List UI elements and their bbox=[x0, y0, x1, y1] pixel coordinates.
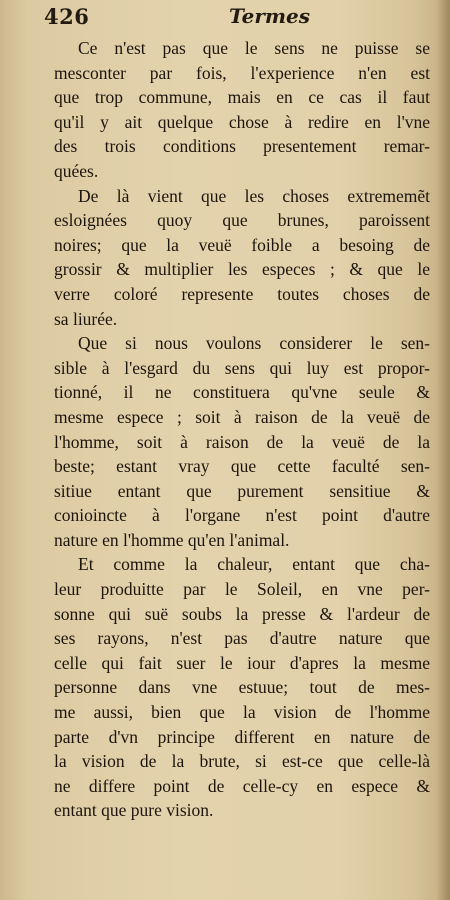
body-text bbox=[54, 36, 430, 823]
text-line: nature en l'homme qu'en l'animal. bbox=[54, 529, 290, 550]
text-line: ne differe point de celle-cy en espece & bbox=[54, 775, 430, 796]
text-line: De là vient que les choses extrememẽt bbox=[78, 185, 430, 206]
text-line: celle qui fait suer le iour d'apres la mesme bbox=[54, 652, 430, 673]
text-line: mesconter par fois, l'experience n'en est bbox=[54, 62, 430, 83]
text-line: Que si nous voulons considerer le sen- bbox=[78, 333, 430, 354]
text-line: beste; estant vray que cette faculté sen- bbox=[54, 456, 430, 477]
text-line: verre coloré represente toutes choses de bbox=[54, 283, 430, 304]
running-head: Termes bbox=[229, 4, 310, 28]
page-number: 426 bbox=[44, 4, 90, 29]
text-line: esloignées quoy que brunes, paroissent bbox=[54, 210, 430, 231]
text-line: tionné, il ne constituera qu'vne seule & bbox=[54, 382, 430, 403]
text-line: personne dans vne estuue; tout de mes- bbox=[54, 677, 430, 698]
text-line: conioincte à l'organe n'est point d'autre bbox=[54, 505, 430, 526]
text-line: entant que pure vision. bbox=[54, 800, 214, 821]
text-line: l'homme, soit à raison de la veuë de la bbox=[54, 431, 430, 452]
text-line: Et comme la chaleur, entant que cha- bbox=[78, 554, 430, 575]
text-line: qu'il y ait quelque chose à redire en l'vne bbox=[54, 111, 430, 132]
text-line: sa liurée. bbox=[54, 308, 118, 329]
text-line: noires; que la veuë foible a besoing de bbox=[54, 234, 430, 255]
text-line: que trop commune, mais en ce cas il faut bbox=[54, 87, 430, 108]
text-line: des trois conditions presentement remar- bbox=[54, 136, 430, 157]
text-line: la vision de la brute, si est-ce que celle-là bbox=[54, 751, 430, 772]
text-line: parte d'vn principe different en nature de bbox=[54, 726, 430, 747]
text-line: quées. bbox=[54, 160, 99, 181]
page-header bbox=[44, 4, 424, 34]
text-line: leur produitte par le Soleil, en vne per- bbox=[54, 579, 430, 600]
text-line: Ce n'est pas que le sens ne puisse se bbox=[78, 38, 430, 58]
text-line: mesme espece ; soit à raison de la veuë de bbox=[54, 406, 430, 427]
text-line: ses rayons, n'est pas d'autre nature que bbox=[54, 628, 430, 649]
text-line: me aussi, bien que la vision de l'homme bbox=[54, 702, 430, 723]
text-line: sible à l'esgard du sens qui luy est propor- bbox=[54, 357, 430, 378]
text-line: grossir & multiplier les especes ; & que le bbox=[54, 259, 430, 280]
page-edge-shadow bbox=[436, 0, 450, 900]
text-line: sitiue entant que purement sensitiue & bbox=[54, 480, 430, 501]
text-line: sonne qui suë soubs la presse & l'ardeur de bbox=[54, 603, 430, 624]
